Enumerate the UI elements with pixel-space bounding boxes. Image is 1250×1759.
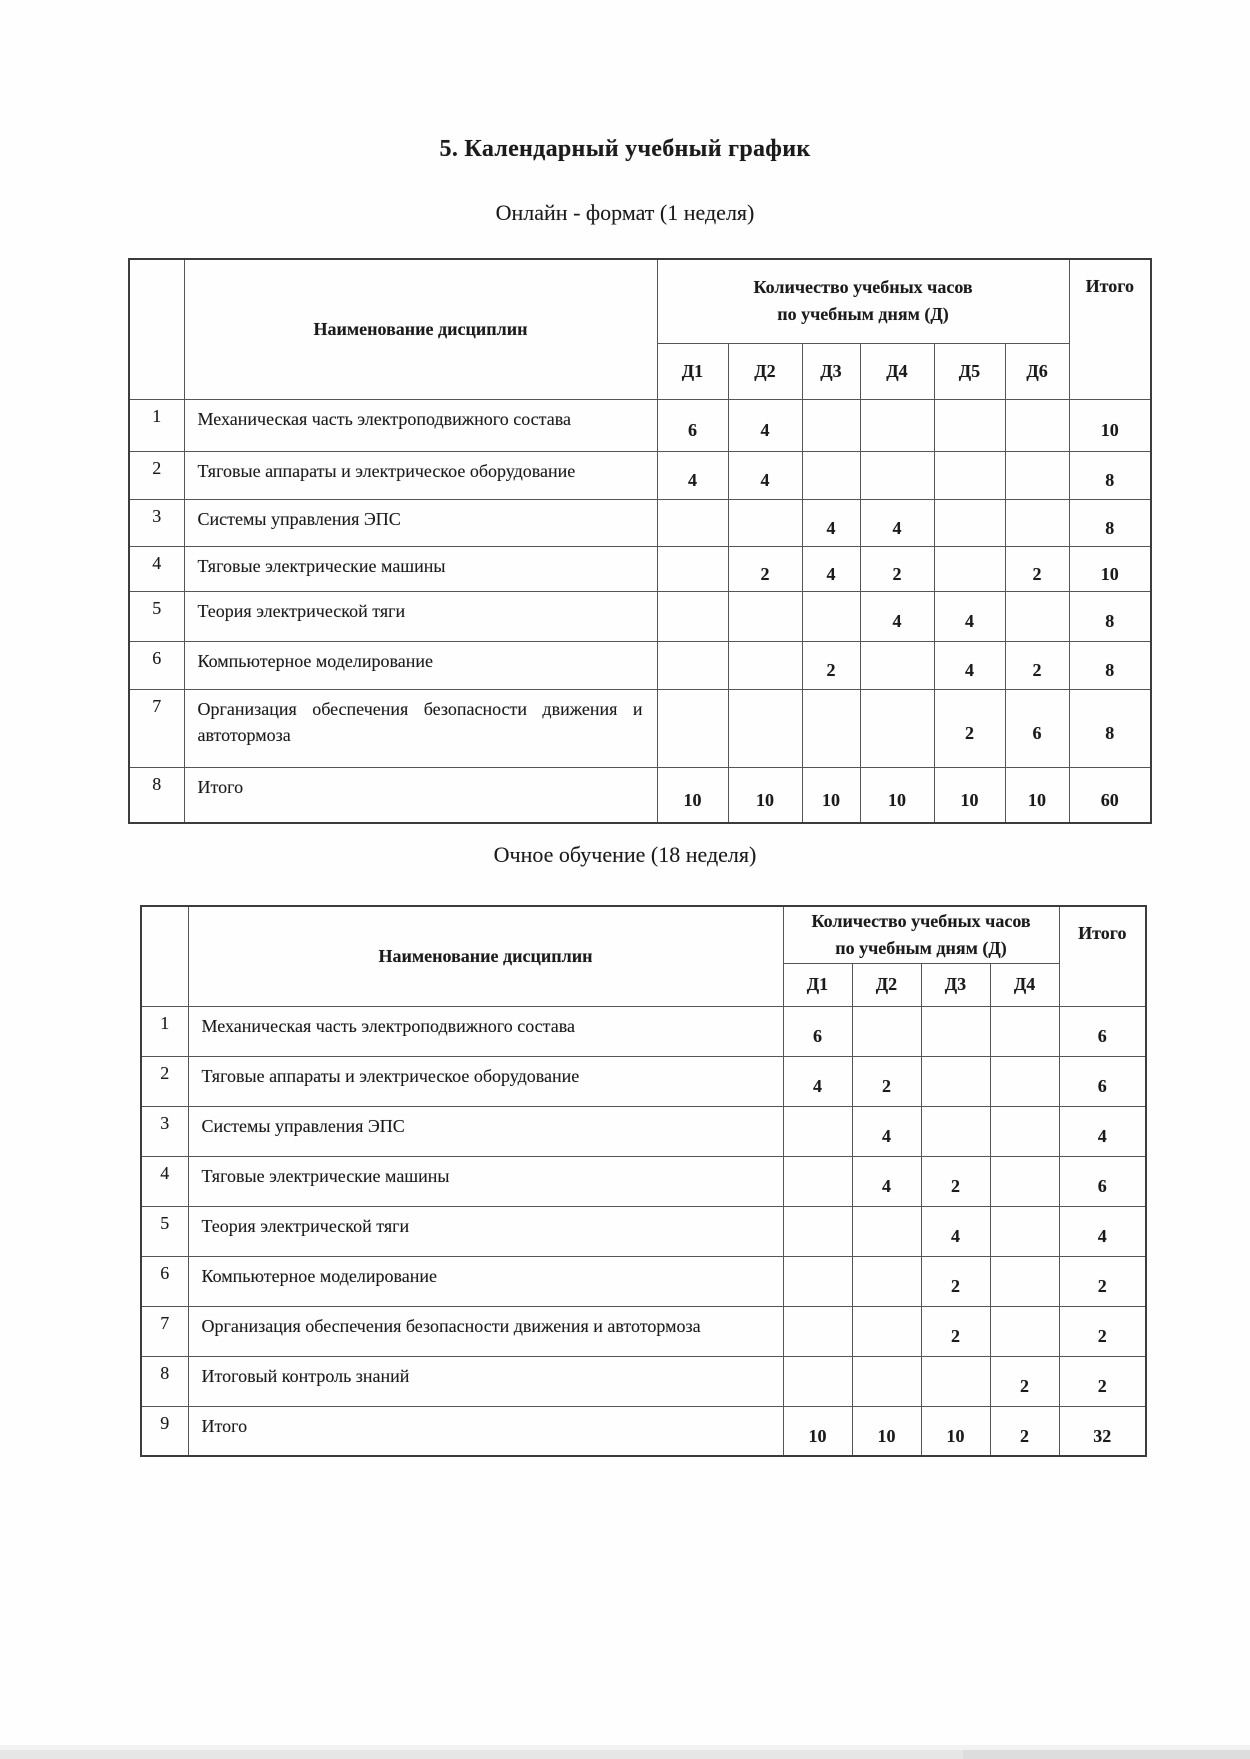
day-hours-cell (657, 689, 728, 767)
day-col-header: Д1 (783, 963, 852, 1006)
total-hours-cell: 4 (1059, 1206, 1146, 1256)
discipline-col-header: Наименование дисциплин (184, 259, 657, 399)
day-hours-cell (990, 1006, 1059, 1056)
day-hours-cell (852, 1006, 921, 1056)
day-hours-cell (783, 1106, 852, 1156)
discipline-name-cell: Организация обеспечения безопасности движения и автотормоза (188, 1306, 783, 1356)
discipline-name-cell: Итого (184, 767, 657, 823)
row-number-cell: 3 (129, 499, 184, 546)
total-col-header: Итого (1069, 259, 1151, 399)
day-hours-cell (802, 399, 860, 451)
hours-group-line1: Количество учебных часов (753, 277, 973, 298)
table-row (141, 1306, 1146, 1356)
day-hours-cell (990, 1256, 1059, 1306)
discipline-name-cell: Тяговые аппараты и электрическое оборудование (184, 451, 657, 499)
discipline-name-cell: Системы управления ЭПС (184, 499, 657, 546)
table-row (141, 1256, 1146, 1306)
day-hours-cell: 2 (990, 1406, 1059, 1456)
day-hours-cell (802, 591, 860, 641)
discipline-name-cell: Системы управления ЭПС (188, 1106, 783, 1156)
row-number-cell: 1 (129, 399, 184, 451)
day-hours-cell: 4 (802, 499, 860, 546)
day-hours-cell (783, 1356, 852, 1406)
day-hours-cell (728, 499, 802, 546)
day-col-header: Д4 (860, 343, 934, 399)
day-hours-cell: 4 (934, 641, 1005, 689)
document-title: 5. Календарный учебный график (439, 136, 811, 162)
total-hours-cell: 8 (1069, 689, 1151, 767)
day-hours-cell: 2 (1005, 641, 1069, 689)
row-number-col-header (141, 906, 188, 1006)
day-hours-cell (657, 499, 728, 546)
total-hours-cell: 8 (1069, 641, 1151, 689)
total-hours-cell: 4 (1059, 1106, 1146, 1156)
day-hours-cell: 4 (860, 591, 934, 641)
online-format-table-body (129, 399, 1151, 823)
row-number-cell: 7 (129, 689, 184, 767)
total-hours-cell: 8 (1069, 451, 1151, 499)
row-number-cell: 5 (129, 591, 184, 641)
discipline-name-cell: Теория электрической тяги (184, 591, 657, 641)
table-row (141, 1356, 1146, 1406)
table-row (141, 1006, 1146, 1056)
day-hours-cell: 2 (1005, 546, 1069, 591)
day-hours-cell (1005, 451, 1069, 499)
total-hours-cell: 32 (1059, 1406, 1146, 1456)
day-hours-cell: 2 (802, 641, 860, 689)
total-hours-cell: 60 (1069, 767, 1151, 823)
day-hours-cell: 10 (802, 767, 860, 823)
day-col-header: Д3 (921, 963, 990, 1006)
total-hours-cell: 8 (1069, 499, 1151, 546)
day-hours-cell (921, 1056, 990, 1106)
day-hours-cell (852, 1356, 921, 1406)
row-number-col-header (129, 259, 184, 399)
day-hours-cell: 2 (921, 1306, 990, 1356)
row-number-cell: 3 (141, 1106, 188, 1156)
table-row (129, 399, 1151, 451)
table-row (129, 689, 1151, 767)
day-hours-cell: 10 (934, 767, 1005, 823)
day-hours-cell (934, 451, 1005, 499)
day-hours-cell (1005, 399, 1069, 451)
day-hours-cell: 2 (934, 689, 1005, 767)
hours-group-header (783, 906, 1059, 963)
day-hours-cell (934, 499, 1005, 546)
row-number-cell: 9 (141, 1406, 188, 1456)
day-hours-cell (921, 1356, 990, 1406)
total-hours-cell: 10 (1069, 399, 1151, 451)
total-hours-cell: 6 (1059, 1006, 1146, 1056)
day-hours-cell: 4 (934, 591, 1005, 641)
day-hours-cell (934, 399, 1005, 451)
row-number-cell: 8 (141, 1356, 188, 1406)
day-hours-cell (990, 1306, 1059, 1356)
table-row (141, 1056, 1146, 1106)
day-hours-cell: 2 (728, 546, 802, 591)
day-hours-cell: 6 (783, 1006, 852, 1056)
table-row (141, 1156, 1146, 1206)
day-hours-cell: 10 (657, 767, 728, 823)
day-hours-cell (657, 591, 728, 641)
table-row (129, 767, 1151, 823)
day-hours-cell (860, 399, 934, 451)
day-hours-cell (990, 1056, 1059, 1106)
total-hours-cell: 6 (1059, 1056, 1146, 1106)
row-number-cell: 1 (141, 1006, 188, 1056)
day-hours-cell (990, 1206, 1059, 1256)
table-row (129, 591, 1151, 641)
day-hours-cell: 4 (728, 399, 802, 451)
day-hours-cell (657, 641, 728, 689)
total-hours-cell: 8 (1069, 591, 1151, 641)
day-hours-cell: 4 (860, 499, 934, 546)
day-hours-cell (802, 689, 860, 767)
day-hours-cell: 4 (852, 1106, 921, 1156)
discipline-name-cell: Организация обеспечения безопасности движения и автотормоза (184, 689, 657, 767)
day-col-header: Д4 (990, 963, 1059, 1006)
total-hours-cell: 6 (1059, 1156, 1146, 1206)
day-hours-cell: 4 (852, 1156, 921, 1206)
day-hours-cell: 2 (990, 1356, 1059, 1406)
table-row (129, 499, 1151, 546)
day-hours-cell: 6 (657, 399, 728, 451)
online-format-subtitle: Онлайн - формат (1 неделя) (495, 200, 755, 225)
discipline-name-cell: Итого (188, 1406, 783, 1456)
day-hours-cell (990, 1156, 1059, 1206)
day-hours-cell (728, 641, 802, 689)
hours-group-line2: по учебным дням (Д) (777, 304, 949, 325)
full-time-table-body (141, 1006, 1146, 1456)
day-hours-cell (852, 1306, 921, 1356)
discipline-name-cell: Механическая часть электроподвижного состава (184, 399, 657, 451)
table-row (129, 546, 1151, 591)
day-hours-cell: 10 (1005, 767, 1069, 823)
hours-group-line1: Количество учебных часов (811, 910, 1031, 931)
row-number-cell: 4 (141, 1156, 188, 1206)
row-number-cell: 5 (141, 1206, 188, 1256)
discipline-name-cell: Компьютерное моделирование (184, 641, 657, 689)
total-hours-cell: 10 (1069, 546, 1151, 591)
table-row (141, 1206, 1146, 1256)
discipline-name-cell: Итоговый контроль знаний (188, 1356, 783, 1406)
day-hours-cell (934, 546, 1005, 591)
full-time-schedule-table (140, 905, 1147, 1457)
day-hours-cell (1005, 499, 1069, 546)
day-col-header: Д1 (657, 343, 728, 399)
day-hours-cell (728, 689, 802, 767)
table-row (141, 1406, 1146, 1456)
total-hours-cell: 2 (1059, 1256, 1146, 1306)
total-hours-cell: 2 (1059, 1306, 1146, 1356)
day-col-header: Д2 (852, 963, 921, 1006)
header-row (141, 906, 1146, 963)
day-col-header: Д2 (728, 343, 802, 399)
day-hours-cell: 2 (852, 1056, 921, 1106)
total-hours-cell: 2 (1059, 1356, 1146, 1406)
day-hours-cell (921, 1106, 990, 1156)
discipline-name-cell: Механическая часть электроподвижного состава (188, 1006, 783, 1056)
day-hours-cell: 4 (802, 546, 860, 591)
full-time-subtitle: Очное обучение (18 неделя) (493, 842, 757, 867)
day-hours-cell: 10 (921, 1406, 990, 1456)
row-number-cell: 4 (129, 546, 184, 591)
row-number-cell: 2 (141, 1056, 188, 1106)
row-number-cell: 6 (141, 1256, 188, 1306)
day-col-header: Д5 (934, 343, 1005, 399)
day-hours-cell: 4 (921, 1206, 990, 1256)
row-number-cell: 6 (129, 641, 184, 689)
day-hours-cell (657, 546, 728, 591)
day-hours-cell: 10 (852, 1406, 921, 1456)
day-hours-cell (860, 641, 934, 689)
day-hours-cell: 4 (728, 451, 802, 499)
day-hours-cell: 2 (860, 546, 934, 591)
day-hours-cell (728, 591, 802, 641)
online-format-schedule-table (128, 258, 1152, 824)
day-hours-cell: 2 (921, 1156, 990, 1206)
day-hours-cell (921, 1006, 990, 1056)
day-col-header: Д3 (802, 343, 860, 399)
discipline-name-cell: Тяговые электрические машины (188, 1156, 783, 1206)
day-hours-cell: 6 (1005, 689, 1069, 767)
discipline-name-cell: Компьютерное моделирование (188, 1256, 783, 1306)
day-hours-cell (783, 1306, 852, 1356)
discipline-name-cell: Теория электрической тяги (188, 1206, 783, 1256)
day-hours-cell (860, 689, 934, 767)
day-hours-cell (783, 1256, 852, 1306)
discipline-name-cell: Тяговые электрические машины (184, 546, 657, 591)
header-row (129, 259, 1151, 343)
row-number-cell: 8 (129, 767, 184, 823)
total-col-header: Итого (1059, 906, 1146, 1006)
discipline-col-header: Наименование дисциплин (188, 906, 783, 1006)
day-hours-cell: 4 (783, 1056, 852, 1106)
day-col-header: Д6 (1005, 343, 1069, 399)
table-row (141, 1106, 1146, 1156)
hours-group-header (657, 259, 1069, 343)
row-number-cell: 7 (141, 1306, 188, 1356)
discipline-name-cell: Тяговые аппараты и электрическое оборудование (188, 1056, 783, 1106)
hours-group-line2: по учебным дням (Д) (835, 937, 1007, 958)
scan-artifact-strip (963, 1750, 1250, 1759)
day-hours-cell: 10 (728, 767, 802, 823)
table-row (129, 641, 1151, 689)
row-number-cell: 2 (129, 451, 184, 499)
table-row (129, 451, 1151, 499)
day-hours-cell (1005, 591, 1069, 641)
day-hours-cell: 2 (921, 1256, 990, 1306)
day-hours-cell: 10 (783, 1406, 852, 1456)
day-hours-cell: 10 (860, 767, 934, 823)
day-hours-cell (860, 451, 934, 499)
day-hours-cell (852, 1206, 921, 1256)
day-hours-cell: 4 (657, 451, 728, 499)
day-hours-cell (852, 1256, 921, 1306)
day-hours-cell (783, 1156, 852, 1206)
day-hours-cell (990, 1106, 1059, 1156)
day-hours-cell (802, 451, 860, 499)
day-hours-cell (783, 1206, 852, 1256)
